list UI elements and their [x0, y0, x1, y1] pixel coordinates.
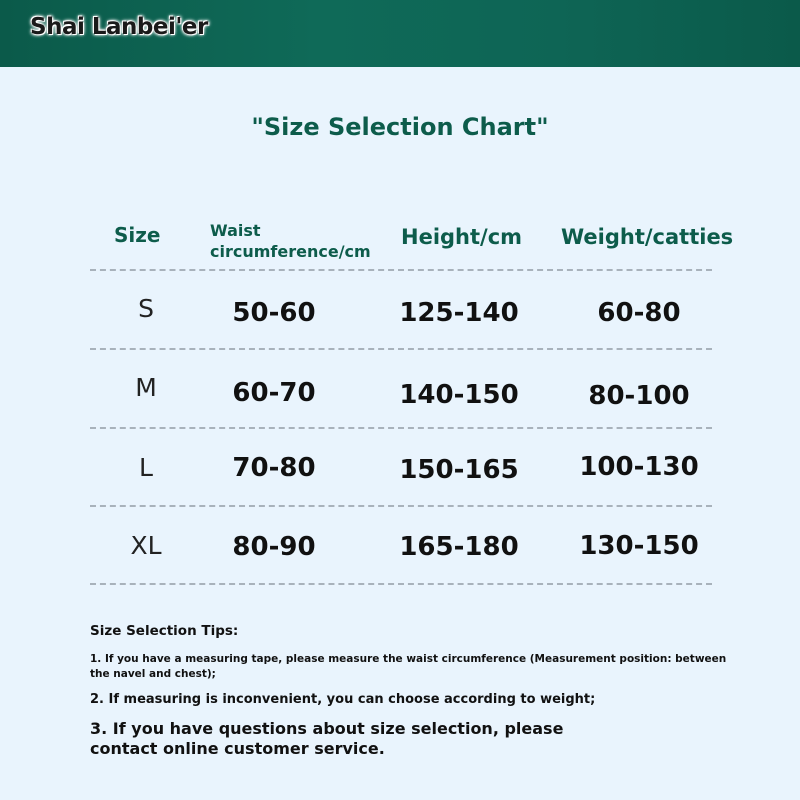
table-cell-weight: 100-130: [579, 452, 699, 482]
brand-logo-text: Shai Lanbei'er: [30, 14, 208, 40]
table-cell-waist: 60-70: [232, 378, 316, 408]
table-divider: [90, 427, 712, 429]
table-cell-size: S: [138, 294, 154, 323]
page-title: "Size Selection Chart": [251, 113, 549, 141]
column-header-waist: [210, 220, 371, 262]
table-cell-weight: 80-100: [588, 381, 690, 411]
table-cell-waist: 70-80: [232, 453, 316, 483]
table-cell-size: M: [135, 373, 157, 402]
table-cell-waist: 50-60: [232, 298, 316, 328]
tips-title: Size Selection Tips:: [90, 623, 239, 639]
column-header-height: Height/cm: [401, 225, 523, 249]
column-header-weight: Weight/catties: [561, 225, 734, 249]
table-divider: [90, 505, 712, 507]
table-cell-height: 165-180: [399, 532, 519, 562]
table-divider: [90, 348, 712, 350]
table-cell-height: 140-150: [399, 380, 519, 410]
table-cell-weight: 130-150: [579, 531, 699, 561]
table-cell-size: XL: [130, 531, 162, 560]
tip-item-3: 3. If you have questions about size selection, please contact online customer service.: [90, 719, 564, 758]
column-header-size: Size: [114, 223, 161, 247]
table-cell-waist: 80-90: [232, 532, 316, 562]
table-cell-size: L: [139, 453, 153, 482]
table-cell-height: 125-140: [399, 298, 519, 328]
tip-item-1: 1. If you have a measuring tape, please measure the waist circumference (Measurement position: between the navel and chest);: [90, 653, 727, 680]
table-divider: [90, 269, 712, 271]
table-cell-height: 150-165: [399, 455, 519, 485]
column-header-waist-line2: circumference/cm: [210, 242, 371, 261]
tip-item-2: 2. If measuring is inconvenient, you can choose according to weight;: [90, 692, 596, 707]
column-header-waist-line1: Waist: [210, 221, 261, 240]
table-cell-weight: 60-80: [597, 298, 681, 328]
table-divider: [90, 583, 712, 585]
